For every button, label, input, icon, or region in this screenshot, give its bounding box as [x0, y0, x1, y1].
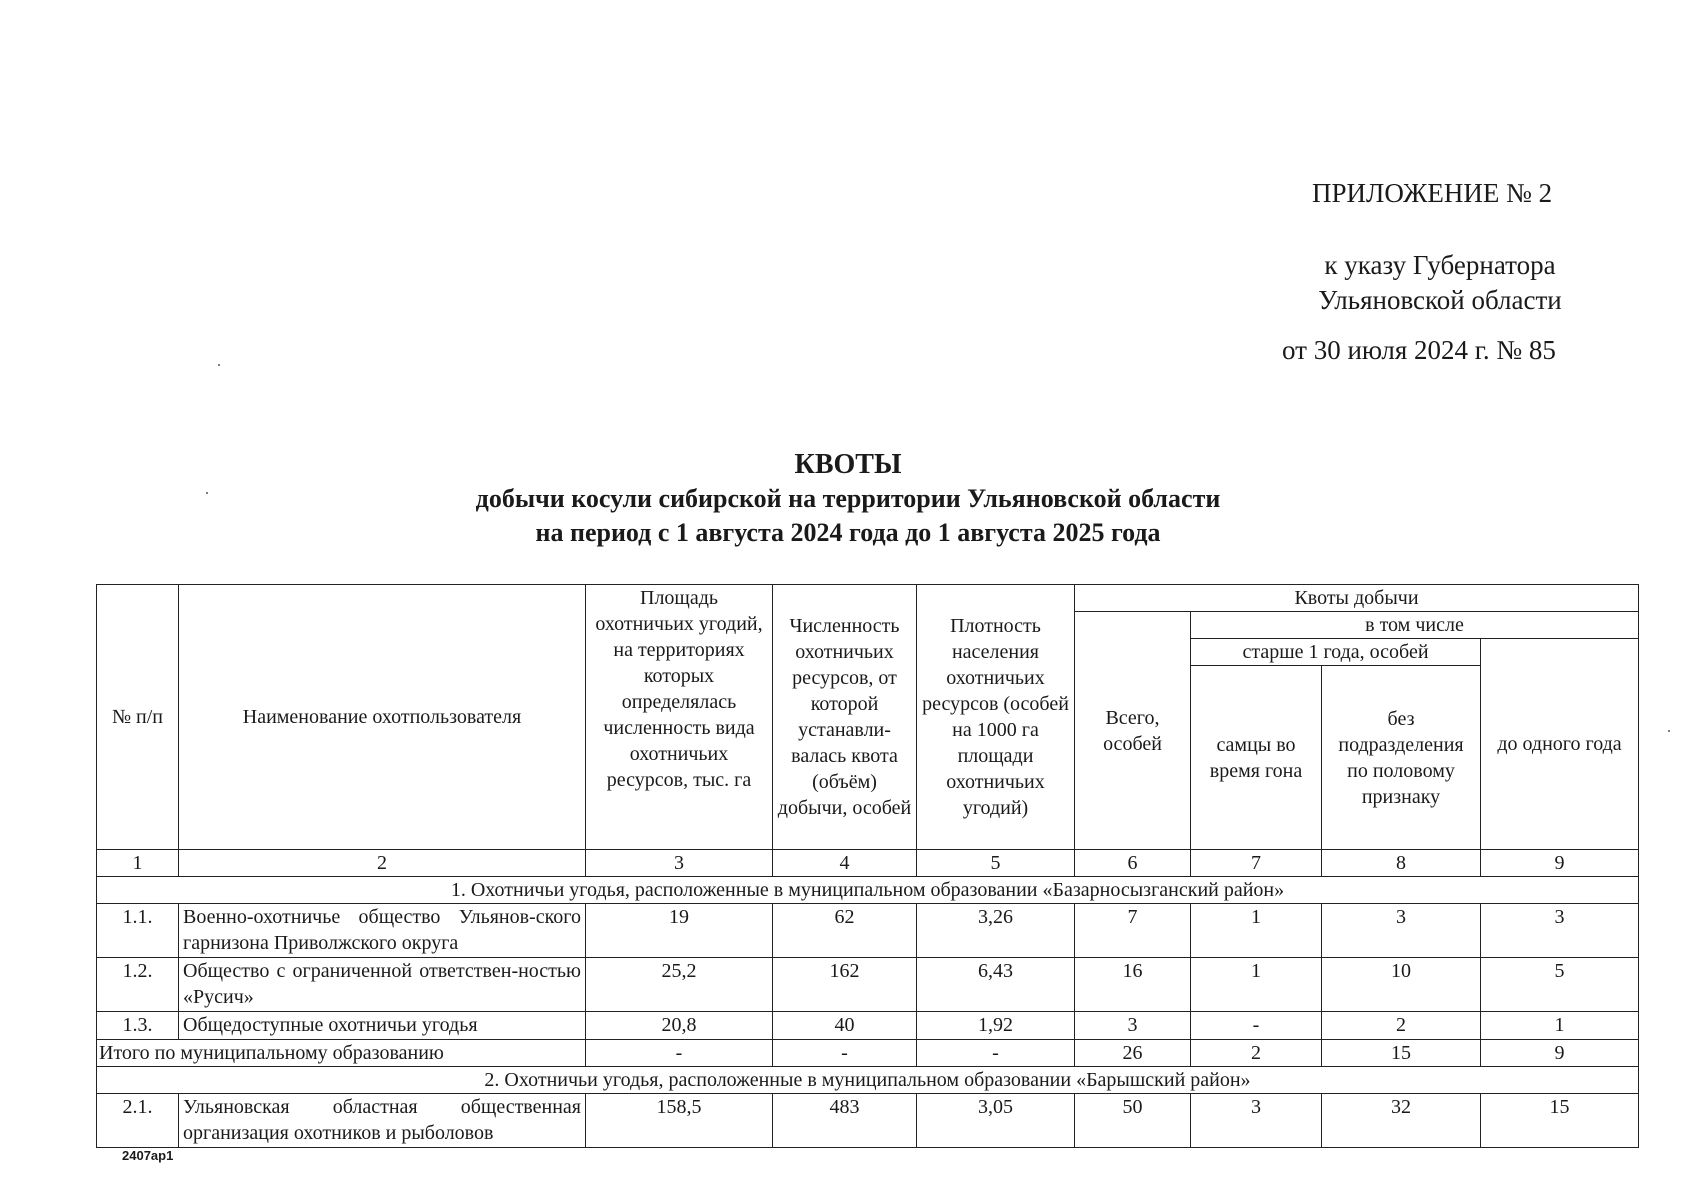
- row-total: 7: [1075, 904, 1191, 958]
- row-nosex: 10: [1322, 958, 1481, 1012]
- row-density: 6,43: [917, 958, 1075, 1012]
- col-number: 6: [1075, 850, 1191, 877]
- col-number: 4: [773, 850, 917, 877]
- row-name: Ульяновская областная общественная организация охотников и рыболовов: [179, 1094, 586, 1148]
- header-density: Плотность населения охотничьих ресурсов (особей на 1000 га площади охотничьих угодий): [917, 585, 1075, 850]
- row-nosex: 3: [1322, 904, 1481, 958]
- row-total: 50: [1075, 1094, 1191, 1148]
- subtotal-young: 9: [1481, 1040, 1639, 1067]
- row-density: 3,05: [917, 1094, 1075, 1148]
- section-title: 1. Охотничьи угодья, расположенные в муниципальном образовании «Базарносызганский район»: [97, 877, 1639, 904]
- title-subtitle-1: добычи косули сибирской на территории Ульяновской области: [475, 484, 1221, 513]
- subtotal-area: -: [586, 1040, 773, 1067]
- row-area: 20,8: [586, 1012, 773, 1040]
- header-name: Наименование охотпользователя: [179, 585, 586, 850]
- title-main: КВОТЫ: [794, 449, 902, 480]
- row-area: 158,5: [586, 1094, 773, 1148]
- col-number: 5: [917, 850, 1075, 877]
- row-density: 1,92: [917, 1012, 1075, 1040]
- row-count: 483: [773, 1094, 917, 1148]
- document-code: 2407ap1: [122, 1148, 174, 1163]
- table-row: [97, 958, 1639, 1012]
- col-number: 3: [586, 850, 773, 877]
- section-header-row: [97, 877, 1639, 904]
- row-num: 2.1.: [97, 1094, 179, 1148]
- section-header-row: [97, 1067, 1639, 1094]
- row-males: 1: [1191, 958, 1322, 1012]
- row-young: 5: [1481, 958, 1639, 1012]
- decree-reference: [1290, 248, 1590, 318]
- row-name: Общедоступные охотничьи угодья: [179, 1012, 586, 1040]
- annex-number: ПРИЛОЖЕНИЕ № 2: [1312, 178, 1553, 208]
- header-older: старше 1 года, особей: [1191, 639, 1481, 666]
- scan-speck: [218, 364, 220, 366]
- subtotal-nosex: 15: [1322, 1040, 1481, 1067]
- row-count: 162: [773, 958, 917, 1012]
- document-title: [0, 448, 1696, 550]
- header-area: Площадь охотничьих угодий, на территориях которых определялась численность вида охотничьих ресурсов, тыс. га: [586, 585, 773, 850]
- row-count: 62: [773, 904, 917, 958]
- column-numbers-row: [97, 850, 1639, 877]
- decree-date: от 30 июля 2024 г. № 85: [1282, 335, 1556, 365]
- subtotal-row: [97, 1040, 1639, 1067]
- row-total: 16: [1075, 958, 1191, 1012]
- col-number: 2: [179, 850, 586, 877]
- row-young: 15: [1481, 1094, 1639, 1148]
- header-young: до одного года: [1481, 639, 1639, 850]
- quota-table: [96, 584, 1639, 1148]
- row-young: 1: [1481, 1012, 1639, 1040]
- subtotal-density: -: [917, 1040, 1075, 1067]
- scan-speck: [206, 492, 208, 494]
- title-subtitle-2: на период с 1 августа 2024 года до 1 августа 2025 года: [535, 518, 1161, 547]
- header-num: № п/п: [97, 585, 179, 850]
- subtotal-total: 26: [1075, 1040, 1191, 1067]
- row-density: 3,26: [917, 904, 1075, 958]
- col-number: 1: [97, 850, 179, 877]
- subtotal-males: 2: [1191, 1040, 1322, 1067]
- decree-line-2: Ульяновской области: [1318, 285, 1562, 315]
- row-young: 3: [1481, 904, 1639, 958]
- row-count: 40: [773, 1012, 917, 1040]
- row-total: 3: [1075, 1012, 1191, 1040]
- subtotal-count: -: [773, 1040, 917, 1067]
- row-num: 1.2.: [97, 958, 179, 1012]
- table-row: [97, 1012, 1639, 1040]
- header-nosex: без подразделения по половому признаку: [1322, 666, 1481, 850]
- row-nosex: 2: [1322, 1012, 1481, 1040]
- col-number: 7: [1191, 850, 1322, 877]
- header-males: самцы во время гона: [1191, 666, 1322, 850]
- row-area: 19: [586, 904, 773, 958]
- row-males: 1: [1191, 904, 1322, 958]
- row-males: 3: [1191, 1094, 1322, 1148]
- header-total: Всего, особей: [1075, 612, 1191, 850]
- row-name: Военно-охотничье общество Ульянов-ского гарнизона Приволжского округа: [179, 904, 586, 958]
- section-title: 2. Охотничьи угодья, расположенные в муниципальном образовании «Барышский район»: [97, 1067, 1639, 1094]
- row-num: 1.3.: [97, 1012, 179, 1040]
- header-including: в том числе: [1191, 612, 1639, 639]
- row-males: -: [1191, 1012, 1322, 1040]
- header-quotas: Квоты добычи: [1075, 585, 1639, 612]
- col-number: 9: [1481, 850, 1639, 877]
- row-nosex: 32: [1322, 1094, 1481, 1148]
- row-name: Общество с ограниченной ответствен-ностью «Русич»: [179, 958, 586, 1012]
- row-area: 25,2: [586, 958, 773, 1012]
- table-row: [97, 1094, 1639, 1148]
- row-num: 1.1.: [97, 904, 179, 958]
- decree-line-1: к указу Губернатора: [1324, 250, 1556, 280]
- table-row: [97, 904, 1639, 958]
- header-count: Численность охотничьих ресурсов, от которой устанавли-валась квота (объём) добычи, особей: [773, 585, 917, 850]
- subtotal-label: Итого по муниципальному образованию: [97, 1040, 586, 1067]
- scan-speck: [1668, 730, 1670, 732]
- col-number: 8: [1322, 850, 1481, 877]
